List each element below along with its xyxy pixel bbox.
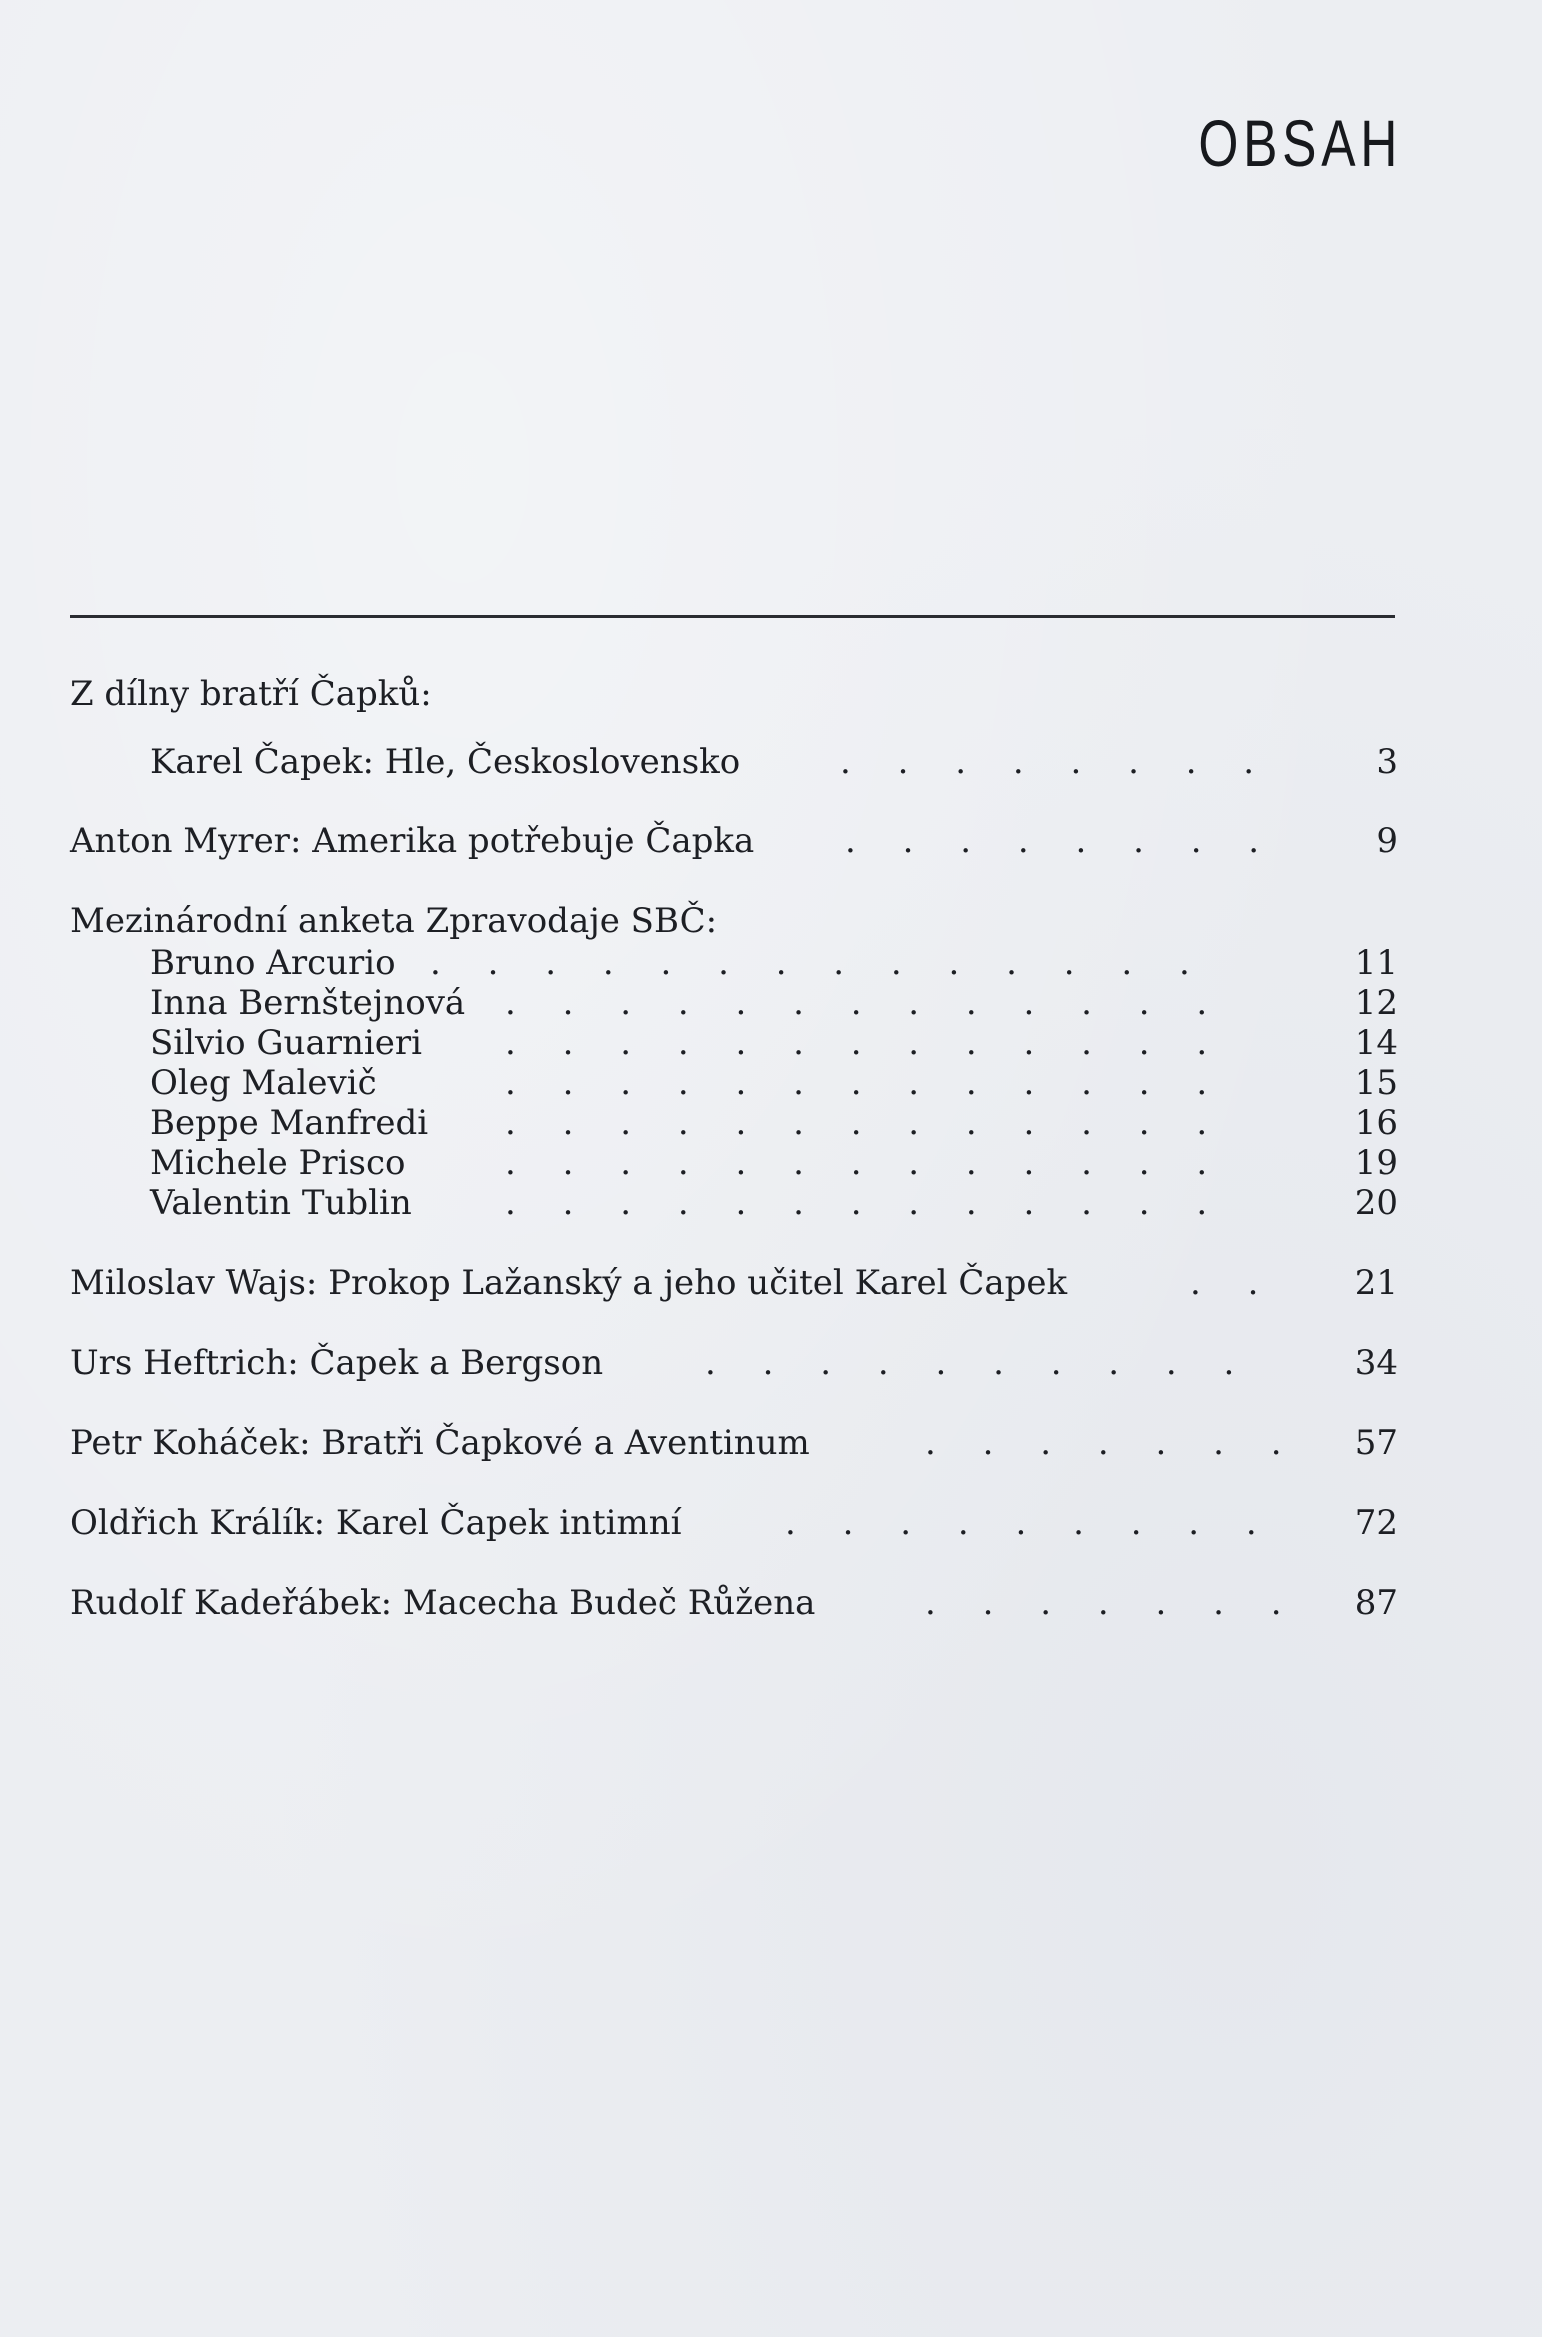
toc-entry-page: 19 xyxy=(1354,1143,1398,1183)
toc-entry xyxy=(70,820,1398,862)
toc-entry-title: Oleg Malevič xyxy=(150,1063,377,1103)
toc-entry xyxy=(150,982,1398,1024)
toc-leader-dots: . . . . . . . . . . . . . xyxy=(505,1183,1226,1223)
toc-entry-page: 15 xyxy=(1354,1063,1398,1103)
toc-entry-page: 11 xyxy=(1354,943,1398,983)
toc-entry-page: 16 xyxy=(1354,1103,1398,1143)
toc-leader-dots: . . . . . . . . . . . . . xyxy=(505,1143,1226,1183)
toc-entry-title: Rudolf Kadeřábek: Macecha Budeč Růžena xyxy=(70,1583,816,1623)
toc-entry-title: Beppe Manfredi xyxy=(150,1103,429,1143)
toc-entry xyxy=(150,1062,1398,1104)
toc-entry xyxy=(70,1342,1398,1384)
section-heading-survey: Mezinárodní anketa Zpravodaje SBČ: xyxy=(70,901,718,941)
toc-entry-page: 72 xyxy=(1354,1503,1398,1543)
toc-entry xyxy=(70,1502,1398,1544)
toc-entry-title: Anton Myrer: Amerika potřebuje Čapka xyxy=(70,821,755,861)
toc-entry-title: Oldřich Králík: Karel Čapek intimní xyxy=(70,1503,682,1543)
section-heading-workshop: Z dílny bratří Čapků: xyxy=(70,674,432,714)
toc-entry-page: 14 xyxy=(1354,1023,1398,1063)
toc-leader-dots: . . xyxy=(1190,1263,1277,1303)
toc-entry-title: Urs Heftrich: Čapek a Bergson xyxy=(70,1343,604,1383)
toc-entry-page: 20 xyxy=(1354,1183,1398,1223)
toc-leader-dots: . . . . . . . . . . . . . xyxy=(505,1103,1226,1143)
toc-entry xyxy=(70,1582,1398,1624)
toc-leader-dots: . . . . . . . . . . xyxy=(705,1343,1253,1383)
toc-entry xyxy=(150,1182,1398,1224)
horizontal-rule xyxy=(70,615,1395,618)
toc-entry xyxy=(70,1422,1398,1464)
toc-entry-page: 87 xyxy=(1354,1583,1398,1623)
toc-entry-title: Karel Čapek: Hle, Československo xyxy=(150,742,741,782)
toc-leader-dots: . . . . . . . xyxy=(925,1583,1300,1623)
toc-leader-dots: . . . . . . . . xyxy=(840,742,1273,782)
toc-entry-title: Bruno Arcurio xyxy=(150,943,396,983)
toc-entry-page: 34 xyxy=(1354,1343,1398,1383)
toc-entry xyxy=(150,1022,1398,1064)
toc-leader-dots: . . . . . . . . . . . . . . xyxy=(430,943,1208,983)
toc-leader-dots: . . . . . . . . . . . . . xyxy=(505,1023,1226,1063)
toc-entry-page: 21 xyxy=(1354,1263,1398,1303)
page-title: OBSAH xyxy=(1198,106,1402,180)
toc-entry xyxy=(150,1102,1398,1144)
toc-entry-page: 9 xyxy=(1376,821,1398,861)
toc-leader-dots: . . . . . . . . . . . . . xyxy=(505,983,1226,1023)
toc-entry-page: 3 xyxy=(1376,742,1398,782)
toc-entry xyxy=(150,741,1398,783)
toc-leader-dots: . . . . . . . . . xyxy=(785,1503,1275,1543)
toc-entry-page: 57 xyxy=(1354,1423,1398,1463)
toc-leader-dots: . . . . . . . . . . . . . xyxy=(505,1063,1226,1103)
toc-entry-title: Michele Prisco xyxy=(150,1143,406,1183)
toc-leader-dots: . . . . . . . xyxy=(925,1423,1300,1463)
toc-entry-title: Petr Koháček: Bratři Čapkové a Aventinum xyxy=(70,1423,810,1463)
toc-entry xyxy=(70,1262,1398,1304)
toc-entry xyxy=(150,1142,1398,1184)
toc-entry-title: Inna Bernštejnová xyxy=(150,983,466,1023)
toc-entry-page: 12 xyxy=(1354,983,1398,1023)
toc-entry-title: Valentin Tublin xyxy=(150,1183,412,1223)
toc-leader-dots: . . . . . . . . xyxy=(845,821,1278,861)
toc-entry-title: Silvio Guarnieri xyxy=(150,1023,422,1063)
toc-entry-title: Miloslav Wajs: Prokop Lažanský a jeho učitel Karel Čapek xyxy=(70,1263,1068,1303)
toc-entry xyxy=(150,942,1398,984)
